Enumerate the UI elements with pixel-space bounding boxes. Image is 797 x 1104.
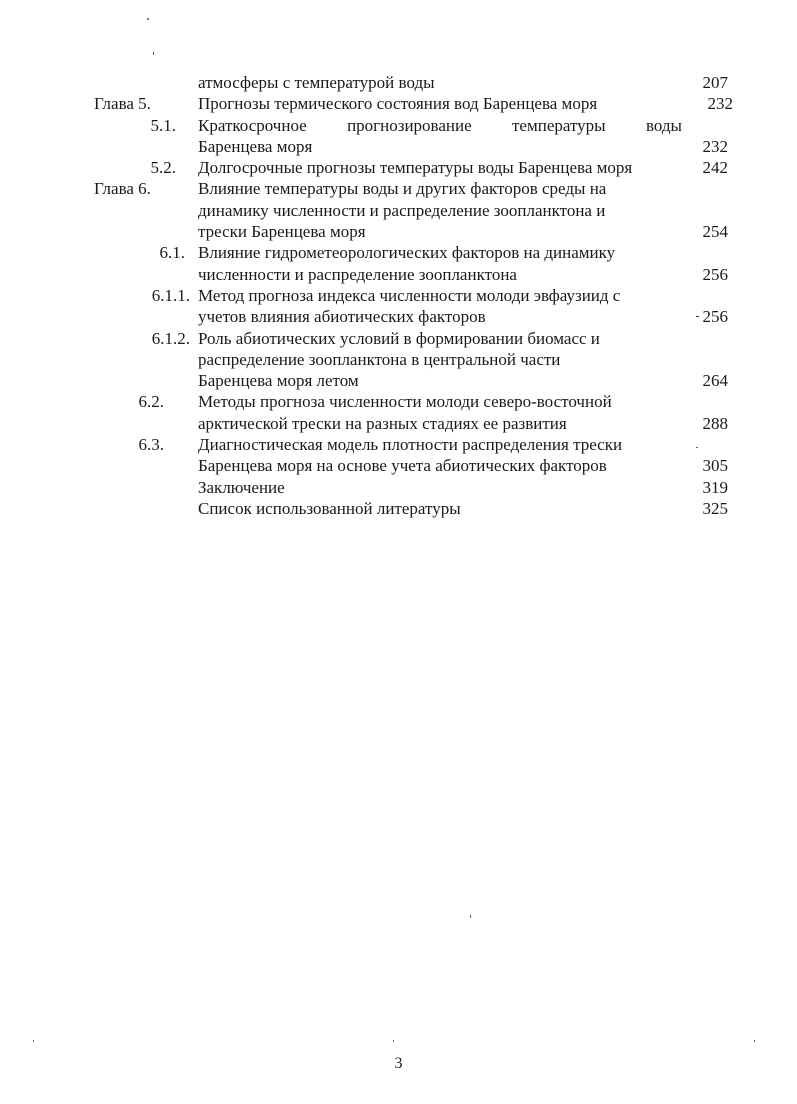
toc-section-number: 5.1. <box>150 115 176 135</box>
toc-title-word: прогнозирование <box>347 115 472 135</box>
toc-line <box>0 72 797 93</box>
toc-section-number: 6.2. <box>138 392 164 412</box>
toc-page-number: 305 <box>702 456 728 476</box>
toc-title: численности и распределение зоопланктона <box>198 264 517 284</box>
toc-title: Баренцева моря <box>198 136 313 156</box>
toc-page-number: 207 <box>702 73 728 92</box>
scan-speck <box>147 18 149 20</box>
toc-line <box>0 434 797 455</box>
toc-page-number: 232 <box>707 94 733 114</box>
toc-line <box>0 136 797 157</box>
toc-section-number: 6.1. <box>159 243 185 263</box>
toc-line <box>0 200 797 221</box>
toc-title: Влияние гидрометеорологических факторов на динамику <box>198 243 616 263</box>
toc-title: Заключение <box>198 477 285 497</box>
toc-line <box>0 477 797 498</box>
toc-line <box>0 455 797 476</box>
toc-title: атмосферы с температурой воды <box>198 73 435 92</box>
toc-section-number: 6.1.1. <box>151 285 190 305</box>
page-number-footer: 3 <box>394 1055 403 1072</box>
toc-line <box>0 306 797 327</box>
toc-line <box>0 157 797 178</box>
scan-speck <box>153 52 154 55</box>
toc-page-number: 256 <box>702 264 728 284</box>
scan-speck <box>393 1040 394 1042</box>
toc-page-number: 232 <box>702 136 728 156</box>
toc-title: Баренцева моря на основе учета абиотических факторов <box>198 456 607 476</box>
toc-section-number: 6.3. <box>138 435 164 455</box>
scan-speck <box>33 1040 34 1042</box>
toc-page-number: 288 <box>702 413 728 433</box>
toc-title: учетов влияния абиотических факторов <box>198 307 486 327</box>
toc-chapter-number: Глава 6. <box>94 179 151 199</box>
scan-speck <box>470 915 471 918</box>
toc-line <box>0 221 797 242</box>
toc-line <box>0 178 797 199</box>
toc-title: Долгосрочные прогнозы температуры воды Баренцева моря <box>198 158 633 178</box>
toc-title: Диагностическая модель плотности распределения трески <box>198 435 623 455</box>
toc-title: Список использованной литературы <box>198 498 461 518</box>
toc-page-number: 319 <box>702 477 728 497</box>
toc-line <box>0 328 797 349</box>
scan-mark <box>696 316 699 317</box>
scan-speck <box>754 1040 755 1042</box>
toc-title: трески Баренцева моря <box>198 222 366 242</box>
toc-title-justified <box>198 115 682 136</box>
toc-line <box>0 264 797 285</box>
toc-chapter-number: Глава 5. <box>94 94 151 114</box>
toc-line <box>0 285 797 306</box>
toc-title: Роль абиотических условий в формировании биомасс и <box>198 328 600 348</box>
toc-page-number: 325 <box>702 498 728 518</box>
toc-title: Метод прогноза индекса численности молоди эвфаузиид с <box>198 285 621 305</box>
toc-section-number: 5.2. <box>150 158 176 178</box>
toc-title: Влияние температуры воды и других факторов среды на <box>198 179 607 199</box>
toc-title: распределение зоопланктона в центральной части <box>198 349 561 369</box>
toc-page-number: 254 <box>702 222 728 242</box>
toc-page-number: 264 <box>702 371 728 391</box>
toc-line <box>0 115 797 136</box>
toc-page-number <box>703 306 729 327</box>
toc-title-word: воды <box>645 115 682 135</box>
toc-page-number: 242 <box>702 158 728 178</box>
toc-line <box>0 413 797 434</box>
toc-title: Методы прогноза численности молоди северо-восточной <box>198 392 612 412</box>
toc-title: арктической трески на разных стадиях ее развития <box>198 413 567 433</box>
toc-line <box>0 242 797 263</box>
toc-title-word: температуры <box>512 115 606 135</box>
toc-line <box>0 391 797 412</box>
toc-line <box>0 349 797 370</box>
table-of-contents <box>0 72 797 519</box>
toc-line <box>0 93 797 114</box>
toc-title-word: Краткосрочное <box>198 115 307 135</box>
toc-title: Прогнозы термического состояния вод Баренцева моря <box>198 94 598 114</box>
toc-line <box>0 498 797 519</box>
toc-title: Баренцева моря летом <box>198 371 359 391</box>
toc-title: динамику численности и распределение зоопланктона и <box>198 200 606 220</box>
toc-section-number: 6.1.2. <box>151 328 190 348</box>
toc-line <box>0 370 797 391</box>
toc-page-number-text: 256 <box>702 307 728 327</box>
